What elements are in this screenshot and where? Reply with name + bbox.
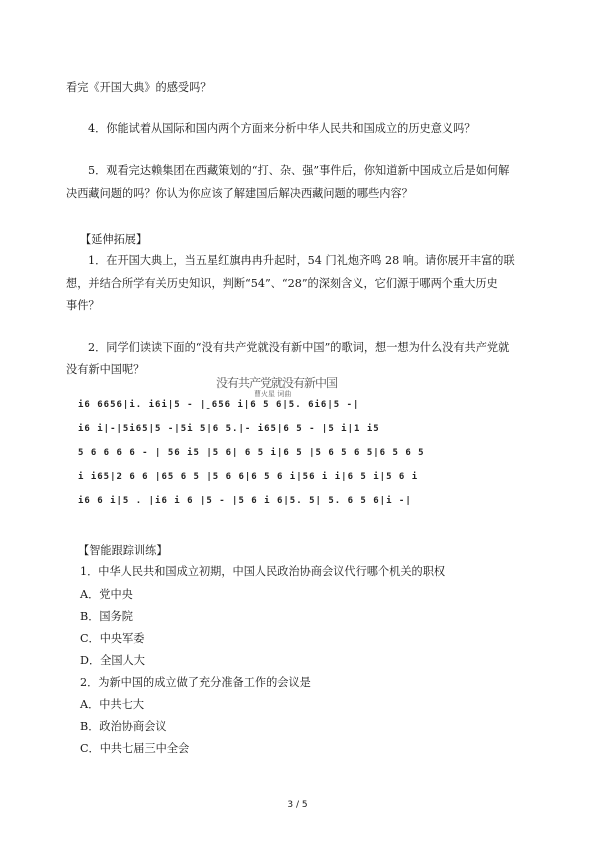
training-q2-option-c: C．中共七届三中全会 <box>80 742 190 755</box>
training-heading: 【智能跟踪训练】 <box>78 544 168 557</box>
training-q1-option-d: D．全国人大 <box>80 654 145 667</box>
score-notes: i6 6656|i. i6i|5 - |̱656 i|6 5 6|5. 6i6|5 -| <box>78 400 360 410</box>
music-score <box>78 400 498 530</box>
score-row <box>78 472 498 492</box>
extend-2-line-2: 没有新中国呢？ <box>66 363 145 376</box>
training-q1: 1．中华人民共和国成立初期，中国人民政治协商会议代行哪个机关的职权 <box>80 565 446 578</box>
training-q1-option-c: C．中央军委 <box>80 632 145 645</box>
question-4: 4．你能试着从国际和国内两个方面来分析中华人民共和国成立的历史意义吗？ <box>88 122 476 135</box>
page-number: 3 / 5 <box>287 800 308 810</box>
score-notes: i i65|2 6 6 |65 6 5 |5 6 6|6 5 6 i|56 i i|6 5 i|5 6 i <box>78 472 419 482</box>
score-title: 没有共产党就没有新中国 <box>216 376 338 390</box>
intro-tail: 看完《开国大典》的感受吗？ <box>66 81 212 94</box>
score-row <box>78 424 498 444</box>
training-q1-option-a: A．党中央 <box>80 588 133 601</box>
question-5-line-1: 5．观看完达赖集团在西藏策划的“打、杂、强”事件后，你知道新中国成立后是如何解 <box>88 164 510 177</box>
score-subtitle: 曹火星 词曲 <box>254 390 292 398</box>
score-row <box>78 400 498 420</box>
extend-1-line-1: 1．在开国大典上，当五星红旗冉冉升起时，54 门礼炮齐鸣 28 响。请你展开丰富的联 <box>88 254 515 267</box>
extend-1-line-3: 事件？ <box>66 299 100 312</box>
training-q2: 2．为新中国的成立做了充分准备工作的会议是 <box>80 676 311 689</box>
score-notes: 5 6 6 6 6 - | 56 i5 |5 6| 6 5 i|6 5 |5 6 5 6 5|6 5 6 5 <box>78 448 425 458</box>
score-row <box>78 448 498 468</box>
extend-2-line-1: 2．同学们读读下面的“没有共产党就没有新中国”的歌词，想一想为什么没有共产党就 <box>88 341 510 354</box>
score-notes: i6 6 i|5 . |i6 i 6 |5 - |5 6 i 6|5. 5| 5. 6 5 6|i -| <box>78 496 412 506</box>
training-q2-option-b: B．政治协商会议 <box>80 720 167 733</box>
score-row <box>78 496 498 516</box>
extend-heading: 【延伸拓展】 <box>80 233 148 246</box>
training-q1-option-b: B．国务院 <box>80 610 133 623</box>
score-notes: i6 i|-|5i65|5 -|5i 5|6 5.|- i65|6 5 - |5 i|1 i5 <box>78 424 380 434</box>
training-q2-option-a: A．中共七大 <box>80 698 145 711</box>
question-5-line-2: 决西藏问题的吗？你认为你应该了解建国后解决西藏问题的哪些内容？ <box>66 187 413 200</box>
extend-1-line-2: 想，并结合所学有关历史知识，判断“54”、“28”的深刻含义，它们源于哪两个重大历史 <box>66 277 498 290</box>
